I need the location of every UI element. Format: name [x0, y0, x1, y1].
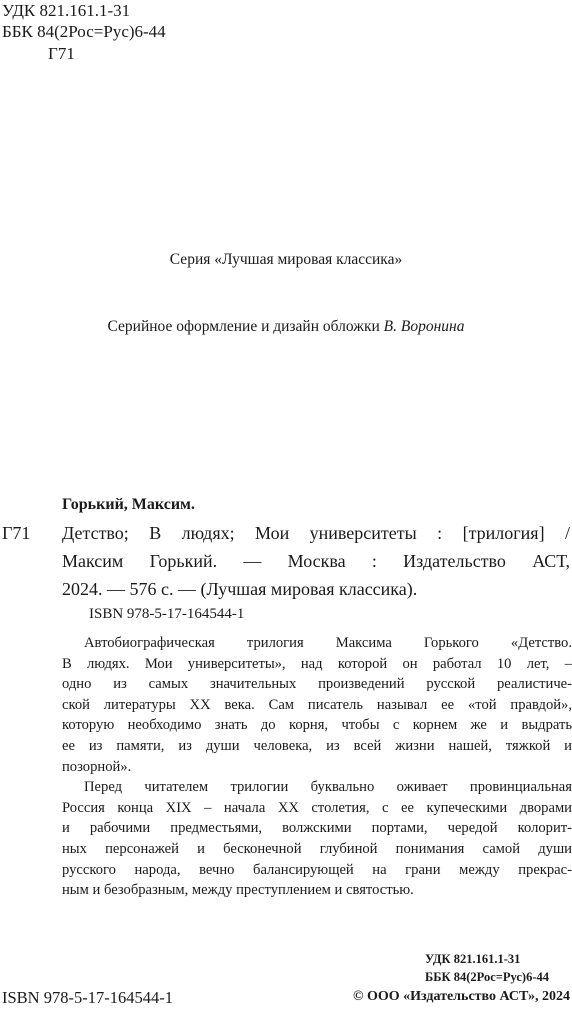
annotation-line: ных персонажей и бесконечной глубиной понимания самой души	[62, 840, 572, 857]
bbk-code: ББК 84(2Рос=Рус)6-44	[2, 22, 166, 41]
annotation-line: ской литературы XX века. Сам писатель называл ее «той правдой»,	[62, 696, 572, 713]
bottom-bbk: ББК 84(2Рос=Рус)6-44	[425, 970, 549, 984]
annotation-line: русского народа, вечно балансирующей на грани между прекрас-	[62, 861, 572, 878]
catalog-line-3: 2024. — 576 с. — (Лучшая мировая классика).	[62, 579, 418, 599]
catalog-author: Горький, Максим.	[62, 496, 195, 513]
catalog-mark: Г71	[2, 523, 31, 543]
design-credit	[0, 318, 572, 336]
series-line: Серия «Лучшая мировая классика»	[169, 251, 403, 268]
catalog-line-1: Детство; В людях; Мои университеты : [трилогия] /	[62, 523, 570, 543]
catalog-isbn: ISBN 978-5-17-164544-1	[89, 606, 245, 622]
bottom-udk: УДК 821.161.1-31	[425, 952, 521, 966]
annotation-line: Россия конца XIX – начала XX столетия, с ее купеческими дворами	[62, 799, 572, 816]
annotation-line: позорной».	[62, 758, 132, 775]
annotation-line: которую необходимо знать до корня, чтобы с корнем же и выдрать	[62, 717, 572, 734]
copyright: © ООО «Издательство АСТ», 2024	[352, 989, 570, 1004]
designer-name: В. Воронина	[383, 318, 465, 335]
design-credit-prefix: Серийное оформление и дизайн обложки	[107, 318, 380, 335]
annotation-line: одно из самых значительных произведений русской реалистиче-	[62, 676, 572, 693]
annotation	[62, 633, 572, 901]
annotation-line: и рабочими предместьями, волжскими портами, чередой колорит-	[62, 820, 572, 837]
udk-code: УДК 821.161.1-31	[2, 1, 131, 20]
author-mark: Г71	[48, 44, 75, 63]
annotation-line: В людях. Мои университеты», над которой он работал 10 лет, –	[62, 655, 572, 672]
annotation-line: ее из памяти, из души человека, из всей жизни нашей, тяжкой и	[62, 737, 572, 754]
footer-isbn: ISBN 978-5-17-164544-1	[2, 988, 173, 1007]
annotation-line: Перед читателем трилогии буквально оживает провинциальная	[84, 779, 572, 796]
annotation-line: Автобиографическая трилогия Максима Горького «Детство.	[84, 635, 572, 651]
annotation-line: ным и безобразным, между преступлением и святостью.	[62, 882, 414, 899]
catalog-line-2: Максим Горький. — Москва : Издательство АСТ,	[62, 551, 570, 571]
